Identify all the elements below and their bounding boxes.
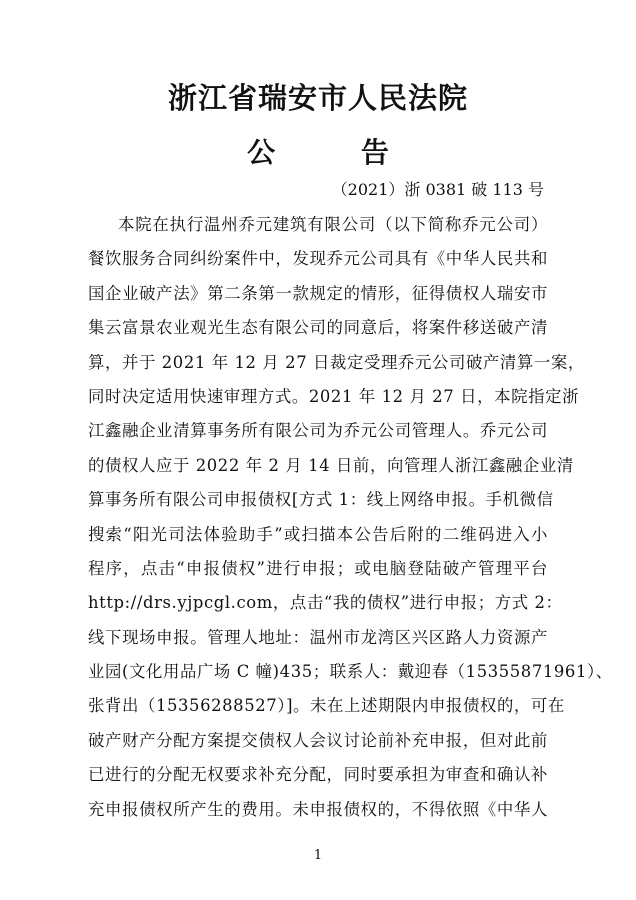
notice-body [88, 208, 613, 827]
body-line: 的债权人应于 2022 年 2 月 14 日前，向管理人浙江鑫融企业清 [88, 455, 574, 475]
body-line: 破产财产分配方案提交债权人会议讨论前补充申报，但对此前 [88, 730, 548, 750]
case-number: （2021）浙 0381 破 113 号 [331, 180, 544, 199]
body-line: 餐饮服务合同纠纷案件中，发现乔元公司具有《中华人民共和 [88, 249, 548, 269]
court-name-heading: 浙江省瑞安市人民法院 [167, 81, 468, 115]
body-line: 算，并于 2021 年 12 月 27 日裁定受理乔元公司破产清算一案， [88, 352, 585, 372]
body-line: 已进行的分配无权要求补充分配，同时要承担为审查和确认补 [88, 765, 548, 785]
body-line: 程序，点击“申报债权”进行申报；或电脑登陆破产管理平台 [88, 558, 548, 578]
body-line: 张背出（15356288527）]。未在上述期限内申报债权的，可在 [88, 696, 565, 716]
body-line: http://drs.yjpcgl.com，点击“我的债权”进行申报；方式 2： [88, 593, 563, 613]
body-line: 搜索“阳光司法体验助手”或扫描本公告后附的二维码进入小 [88, 524, 548, 544]
body-line: 算事务所有限公司申报债权[方式 1：线上网络申报。手机微信 [88, 490, 554, 510]
body-line: 本院在执行温州乔元建筑有限公司（以下简称乔元公司） [118, 215, 548, 234]
body-line: 国企业破产法》第二条第一款规定的情形，征得债权人瑞安市 [88, 283, 548, 303]
body-line: 同时决定适用快速审理方式。2021 年 12 月 27 日，本院指定浙 [88, 386, 580, 406]
body-line: 集云富景农业观光生态有限公司的同意后，将案件移送破产清 [88, 318, 548, 338]
page-number: 1 [313, 848, 323, 863]
body-line: 线下现场申报。管理人地址：温州市龙湾区兴区路人力资源产 [88, 627, 548, 647]
body-line: 充申报债权所产生的费用。未申报债权的，不得依照《中华人 [88, 799, 548, 819]
body-line: 江鑫融企业清算事务所有限公司为乔元公司管理人。乔元公司 [88, 421, 548, 441]
notice-title: 公 告 [247, 136, 427, 169]
body-line: 业园(文化用品广场 C 幢)435；联系人：戴迎春（15355871961）、 [88, 662, 613, 682]
